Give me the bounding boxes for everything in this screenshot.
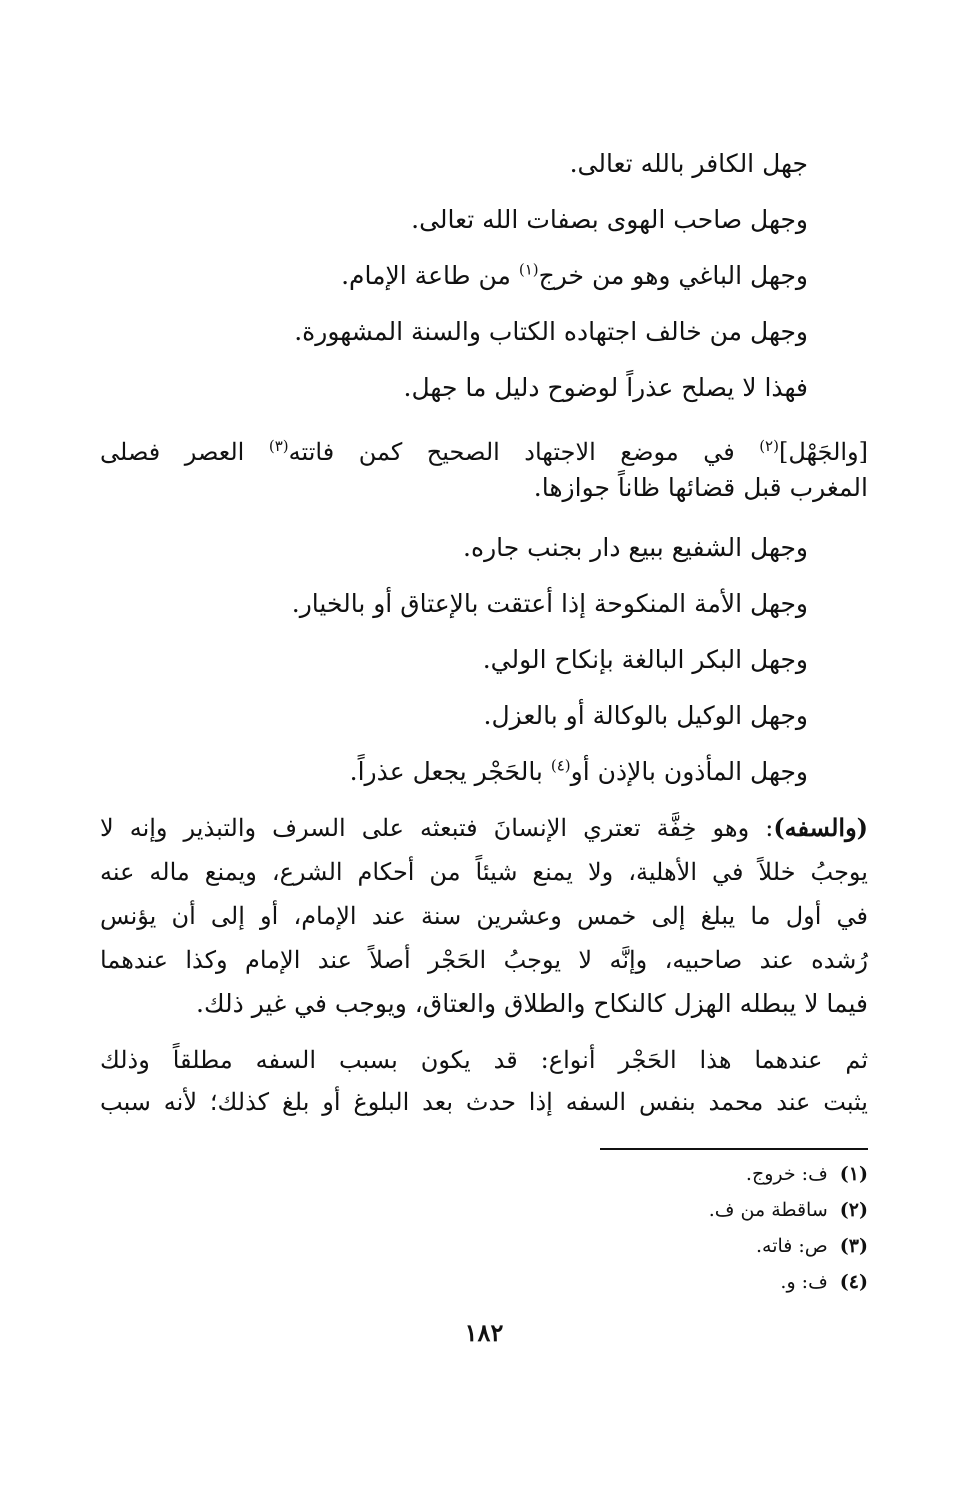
text-line: يوجبُ خللاً في الأهلية، ولا يمنع شيئاً من أحكام الشرع، ويمنع ماله عنه (100, 858, 868, 886)
text-line: [والجَهْل]$^{(٢)}$ في موضع الاجتهاد الصحيح كمن فاتته$^{(٣)}$ العصر فصلى (100, 437, 868, 466)
page-number: ١٨٢ (464, 1318, 504, 1347)
text-line: وجهل الأمة المنكوحة إذا أعتقت بالإعتاق أو بالخيار. (291, 589, 808, 618)
text-line: فهذا لا يصلح عذراً لوضوح دليل ما جهل. (403, 373, 808, 402)
text-line: (والسفه): وهو خِفَّة تعتري الإنسانَ فتبعثه على السرف والتبذير وإنه لا (100, 813, 869, 842)
text-line: يثبت عند محمد بنفس السفه إذا حدث بعد البلوغ أو بلغ كذلك؛ لأنه سبب (100, 1088, 868, 1116)
text-line: وجهل البكر البالغة بإنكاح الولي. (482, 645, 808, 674)
footnote: (٣)ص: فاته. (755, 1235, 868, 1257)
footnote: (١)ف: خروج. (745, 1163, 868, 1185)
footnote: (٢)ساقطة من ف. (708, 1199, 868, 1221)
text-line: جهل الكافر بالله تعالى. (569, 149, 808, 178)
footnote-marker: (٤) (550, 756, 571, 775)
text-line: وجهل من خالف اجتهاده الكتاب والسنة المشهورة. (294, 317, 808, 346)
text-line: في أول ما يبلغ إلى خمس وعشرين سنة عند الإمام، أو إلى أن يؤنس (100, 902, 868, 930)
text-line: وجهل الباغي وهو من خرج$^{(١)}$ من طاعة الإمام. (341, 260, 808, 290)
text-line: رُشده عند صاحبيه، وإنَّه لا يوجبُ الحَجْر أصلاً عند الإمام وكذا عندهما (100, 946, 868, 974)
footnote-divider (600, 1148, 868, 1150)
term-label: (والسفه) (773, 813, 869, 842)
text-line: فيما لا يبطله الهزل كالنكاح والطلاق والعتاق، ويوجب في غير ذلك. (196, 989, 868, 1018)
text-line: وجهل الشفيع ببيع دار بجنب جاره. (463, 533, 808, 562)
text-line: وجهل صاحب الهوى بصفات الله تعالى. (411, 205, 808, 234)
footnote: (٤)ف: و. (780, 1271, 868, 1293)
text-line: المغرب قبل قضائها ظاناً جوازها. (533, 473, 868, 502)
text-line: وجهل المأذون بالإذن أو$^{(٤)}$ بالحَجْر يجعل عذراً. (349, 756, 808, 786)
footnote-marker: (٣) (268, 437, 289, 455)
text-line: ثم عندهما هذا الحَجْر أنواع: قد يكون بسبب السفه مطلقاً وذلك (100, 1046, 868, 1074)
text-line: وجهل الوكيل بالوكالة أو بالعزل. (483, 701, 808, 730)
footnote-marker: (١) (518, 260, 539, 279)
footnote-marker: (٢) (759, 437, 779, 455)
